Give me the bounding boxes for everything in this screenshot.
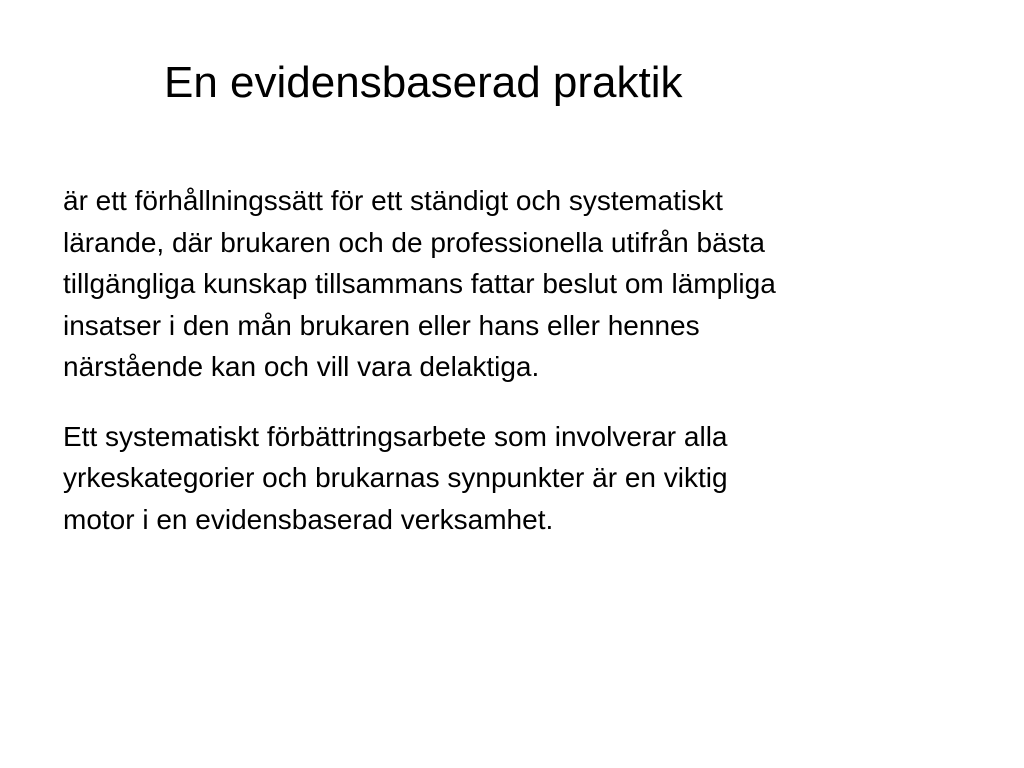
paragraph-improvement [63,416,963,541]
slide-body [63,180,963,540]
text-line: är ett förhållningssätt för ett ständigt och systematiskt [63,185,723,216]
text-line: närstående kan och vill vara delaktiga. [63,351,540,382]
paragraph-definition [63,180,963,388]
text-line: tillgängliga kunskap tillsammans fattar beslut om lämpliga [63,268,776,299]
text-line: insatser i den mån brukaren eller hans eller hennes [63,309,700,341]
text-line: lärande, där brukaren och de professionella utifrån bästa [63,226,765,258]
slide-title: En evidensbaserad praktik [164,58,683,107]
text-line: motor i en evidensbaserad verksamhet. [63,503,554,535]
text-line: Ett systematiskt förbättringsarbete som involverar alla [63,420,728,452]
text-line: yrkeskategorier och brukarnas synpunkter är en viktig [63,462,728,493]
